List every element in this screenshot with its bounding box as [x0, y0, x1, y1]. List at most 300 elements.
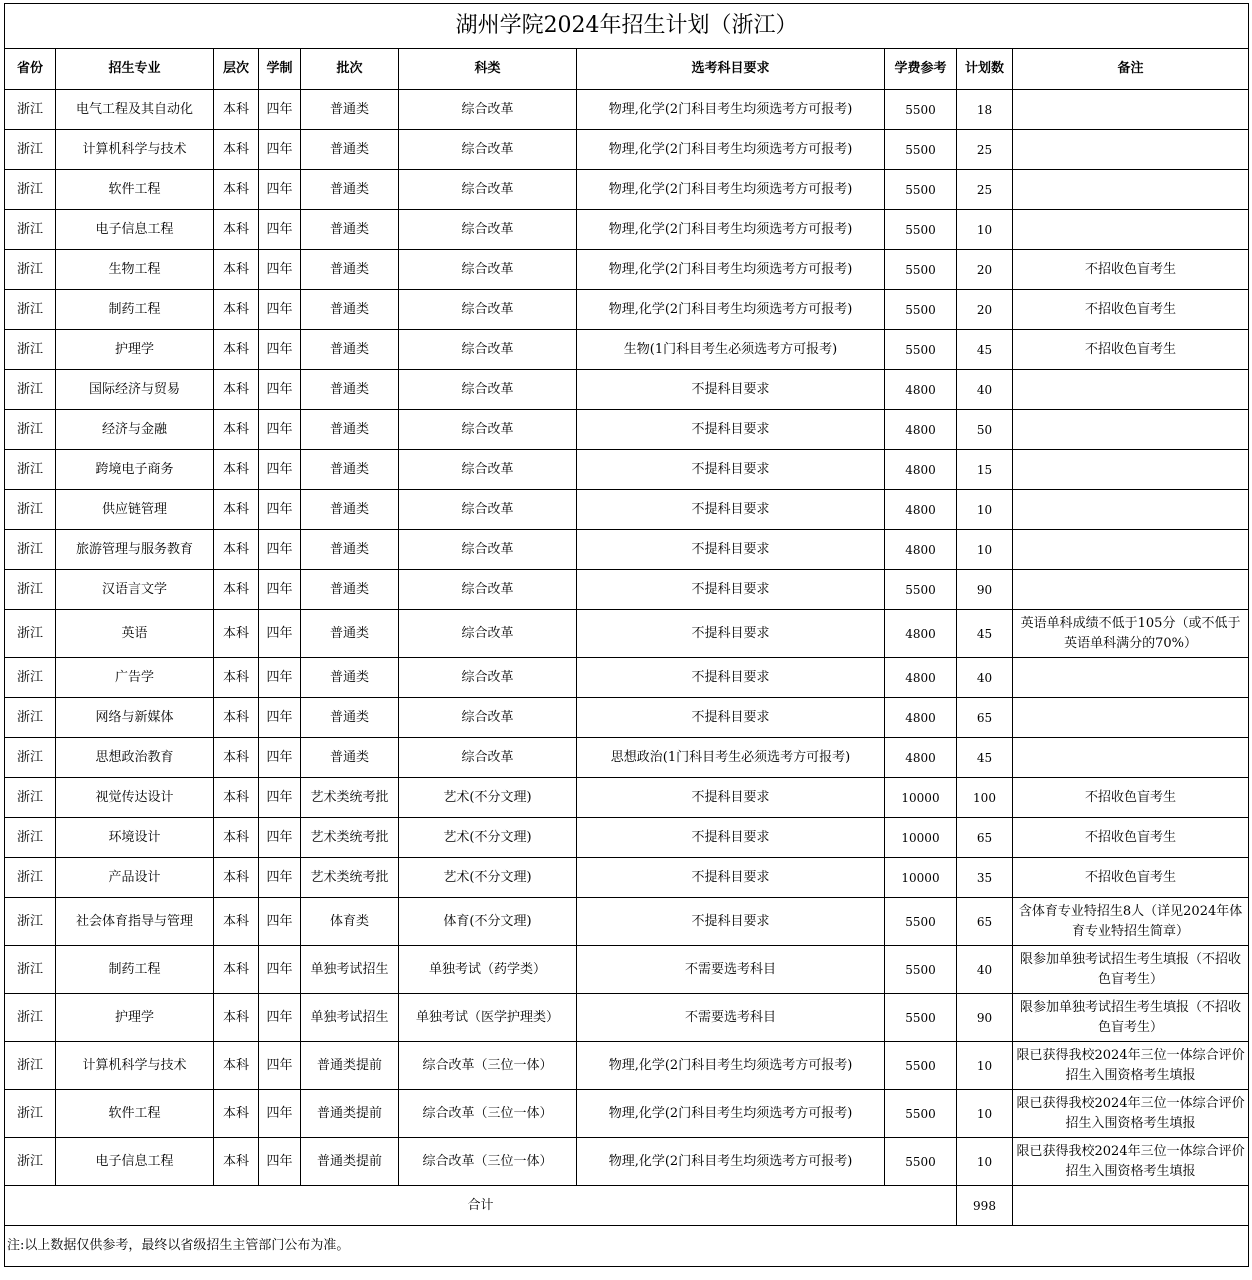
cell-province: 浙江: [5, 898, 56, 946]
cell-major: 供应链管理: [56, 490, 214, 530]
cell-note: 不招收色盲考生: [1013, 290, 1249, 330]
cell-level: 本科: [214, 90, 259, 130]
cell-requirement: 物理,化学(2门科目考生均须选考方可报考): [577, 290, 885, 330]
cell-fee: 5500: [885, 330, 957, 370]
table-row: [5, 778, 1249, 818]
cell-years: 四年: [259, 946, 301, 994]
cell-fee: 5500: [885, 1090, 957, 1138]
cell-years: 四年: [259, 898, 301, 946]
cell-plan: 50: [957, 410, 1013, 450]
cell-category: 综合改革: [399, 570, 577, 610]
cell-category: 艺术(不分文理): [399, 818, 577, 858]
cell-note: [1013, 370, 1249, 410]
table-row: [5, 450, 1249, 490]
cell-years: 四年: [259, 490, 301, 530]
cell-requirement: 不提科目要求: [577, 530, 885, 570]
table-row: [5, 658, 1249, 698]
cell-requirement: 不提科目要求: [577, 698, 885, 738]
cell-province: 浙江: [5, 1138, 56, 1186]
cell-province: 浙江: [5, 1090, 56, 1138]
cell-requirement: 物理,化学(2门科目考生均须选考方可报考): [577, 250, 885, 290]
cell-province: 浙江: [5, 858, 56, 898]
cell-province: 浙江: [5, 1042, 56, 1090]
cell-fee: 5500: [885, 210, 957, 250]
cell-requirement: 不提科目要求: [577, 490, 885, 530]
cell-fee: 5500: [885, 994, 957, 1042]
cell-category: 综合改革: [399, 698, 577, 738]
cell-level: 本科: [214, 698, 259, 738]
cell-category: 艺术(不分文理): [399, 778, 577, 818]
cell-level: 本科: [214, 210, 259, 250]
cell-batch: 普通类提前: [301, 1042, 399, 1090]
cell-category: 综合改革: [399, 410, 577, 450]
cell-batch: 普通类: [301, 450, 399, 490]
header-level: 层次: [214, 49, 259, 90]
cell-batch: 普通类: [301, 170, 399, 210]
cell-level: 本科: [214, 250, 259, 290]
cell-batch: 艺术类统考批: [301, 818, 399, 858]
cell-plan: 10: [957, 490, 1013, 530]
enrollment-plan-sheet: [4, 3, 1248, 1267]
cell-province: 浙江: [5, 778, 56, 818]
cell-major: 国际经济与贸易: [56, 370, 214, 410]
table-row: [5, 90, 1249, 130]
cell-note: 不招收色盲考生: [1013, 330, 1249, 370]
cell-level: 本科: [214, 658, 259, 698]
table-row: [5, 250, 1249, 290]
cell-note: [1013, 410, 1249, 450]
cell-major: 产品设计: [56, 858, 214, 898]
cell-fee: 10000: [885, 858, 957, 898]
cell-level: 本科: [214, 130, 259, 170]
cell-batch: 普通类: [301, 738, 399, 778]
cell-requirement: 不提科目要求: [577, 858, 885, 898]
cell-note: [1013, 738, 1249, 778]
cell-requirement: 生物(1门科目考生必须选考方可报考): [577, 330, 885, 370]
cell-province: 浙江: [5, 738, 56, 778]
cell-category: 单独考试（医学护理类）: [399, 994, 577, 1042]
cell-batch: 普通类: [301, 410, 399, 450]
cell-note: [1013, 698, 1249, 738]
cell-major: 计算机科学与技术: [56, 1042, 214, 1090]
cell-years: 四年: [259, 370, 301, 410]
cell-major: 软件工程: [56, 1090, 214, 1138]
cell-note: 不招收色盲考生: [1013, 250, 1249, 290]
cell-level: 本科: [214, 1042, 259, 1090]
cell-years: 四年: [259, 610, 301, 658]
cell-fee: 5500: [885, 898, 957, 946]
cell-plan: 10: [957, 1042, 1013, 1090]
cell-plan: 15: [957, 450, 1013, 490]
enrollment-table: [4, 3, 1249, 1267]
cell-batch: 普通类提前: [301, 1138, 399, 1186]
total-value: 998: [957, 1186, 1013, 1226]
cell-major: 生物工程: [56, 250, 214, 290]
cell-province: 浙江: [5, 698, 56, 738]
table-row: [5, 290, 1249, 330]
table-row: [5, 170, 1249, 210]
cell-plan: 90: [957, 570, 1013, 610]
total-label: 合计: [5, 1186, 957, 1226]
cell-level: 本科: [214, 1138, 259, 1186]
cell-category: 综合改革: [399, 738, 577, 778]
cell-note: 限已获得我校2024年三位一体综合评价招生入围资格考生填报: [1013, 1138, 1249, 1186]
cell-plan: 40: [957, 370, 1013, 410]
cell-province: 浙江: [5, 330, 56, 370]
cell-note: 英语单科成绩不低于105分（或不低于英语单科满分的70%）: [1013, 610, 1249, 658]
table-row: [5, 530, 1249, 570]
cell-years: 四年: [259, 130, 301, 170]
cell-fee: 4800: [885, 370, 957, 410]
cell-note: 不招收色盲考生: [1013, 778, 1249, 818]
cell-major: 软件工程: [56, 170, 214, 210]
cell-requirement: 物理,化学(2门科目考生均须选考方可报考): [577, 130, 885, 170]
cell-plan: 18: [957, 90, 1013, 130]
cell-major: 制药工程: [56, 290, 214, 330]
cell-fee: 5500: [885, 90, 957, 130]
cell-note: 限已获得我校2024年三位一体综合评价招生入围资格考生填报: [1013, 1090, 1249, 1138]
cell-level: 本科: [214, 898, 259, 946]
cell-batch: 普通类提前: [301, 1090, 399, 1138]
cell-major: 网络与新媒体: [56, 698, 214, 738]
cell-level: 本科: [214, 490, 259, 530]
table-row: [5, 698, 1249, 738]
cell-note: [1013, 490, 1249, 530]
cell-level: 本科: [214, 410, 259, 450]
cell-requirement: 不提科目要求: [577, 658, 885, 698]
cell-major: 旅游管理与服务教育: [56, 530, 214, 570]
cell-level: 本科: [214, 738, 259, 778]
cell-category: 综合改革: [399, 250, 577, 290]
cell-years: 四年: [259, 90, 301, 130]
table-row: [5, 410, 1249, 450]
cell-major: 环境设计: [56, 818, 214, 858]
cell-requirement: 物理,化学(2门科目考生均须选考方可报考): [577, 170, 885, 210]
cell-fee: 5500: [885, 570, 957, 610]
cell-requirement: 物理,化学(2门科目考生均须选考方可报考): [577, 90, 885, 130]
cell-batch: 普通类: [301, 90, 399, 130]
cell-province: 浙江: [5, 410, 56, 450]
header-years: 学制: [259, 49, 301, 90]
table-row: [5, 1138, 1249, 1186]
cell-major: 电子信息工程: [56, 1138, 214, 1186]
cell-years: 四年: [259, 330, 301, 370]
cell-category: 艺术(不分文理): [399, 858, 577, 898]
cell-batch: 普通类: [301, 610, 399, 658]
cell-level: 本科: [214, 450, 259, 490]
cell-major: 护理学: [56, 994, 214, 1042]
table-row: [5, 1042, 1249, 1090]
cell-province: 浙江: [5, 994, 56, 1042]
cell-batch: 普通类: [301, 490, 399, 530]
cell-province: 浙江: [5, 610, 56, 658]
cell-province: 浙江: [5, 250, 56, 290]
cell-requirement: 不提科目要求: [577, 370, 885, 410]
table-row: [5, 818, 1249, 858]
cell-fee: 4800: [885, 410, 957, 450]
cell-level: 本科: [214, 570, 259, 610]
cell-requirement: 不提科目要求: [577, 450, 885, 490]
cell-level: 本科: [214, 1090, 259, 1138]
cell-note: [1013, 90, 1249, 130]
cell-years: 四年: [259, 658, 301, 698]
cell-fee: 4800: [885, 530, 957, 570]
cell-province: 浙江: [5, 290, 56, 330]
cell-note: 不招收色盲考生: [1013, 818, 1249, 858]
cell-fee: 5500: [885, 946, 957, 994]
cell-category: 综合改革: [399, 330, 577, 370]
cell-plan: 40: [957, 658, 1013, 698]
cell-years: 四年: [259, 778, 301, 818]
cell-years: 四年: [259, 1042, 301, 1090]
cell-category: 综合改革（三位一体）: [399, 1042, 577, 1090]
cell-batch: 普通类: [301, 210, 399, 250]
cell-level: 本科: [214, 370, 259, 410]
cell-years: 四年: [259, 1090, 301, 1138]
cell-requirement: 不提科目要求: [577, 610, 885, 658]
cell-fee: 10000: [885, 818, 957, 858]
cell-batch: 艺术类统考批: [301, 858, 399, 898]
cell-level: 本科: [214, 170, 259, 210]
cell-plan: 40: [957, 946, 1013, 994]
header-plan: 计划数: [957, 49, 1013, 90]
cell-plan: 25: [957, 130, 1013, 170]
cell-major: 汉语言文学: [56, 570, 214, 610]
cell-requirement: 不需要选考科目: [577, 994, 885, 1042]
cell-category: 综合改革: [399, 450, 577, 490]
cell-province: 浙江: [5, 530, 56, 570]
cell-requirement: 不需要选考科目: [577, 946, 885, 994]
cell-note: 限已获得我校2024年三位一体综合评价招生入围资格考生填报: [1013, 1042, 1249, 1090]
cell-note: [1013, 658, 1249, 698]
cell-level: 本科: [214, 858, 259, 898]
cell-note: [1013, 210, 1249, 250]
cell-category: 综合改革: [399, 130, 577, 170]
cell-requirement: 不提科目要求: [577, 410, 885, 450]
cell-province: 浙江: [5, 946, 56, 994]
cell-batch: 体育类: [301, 898, 399, 946]
table-row: [5, 210, 1249, 250]
cell-years: 四年: [259, 698, 301, 738]
cell-category: 综合改革（三位一体）: [399, 1090, 577, 1138]
cell-fee: 5500: [885, 250, 957, 290]
footnote-row: [5, 1226, 1249, 1267]
cell-requirement: 物理,化学(2门科目考生均须选考方可报考): [577, 210, 885, 250]
table-row: [5, 994, 1249, 1042]
cell-requirement: 不提科目要求: [577, 818, 885, 858]
cell-plan: 45: [957, 330, 1013, 370]
cell-category: 综合改革: [399, 658, 577, 698]
cell-plan: 10: [957, 1090, 1013, 1138]
cell-province: 浙江: [5, 818, 56, 858]
cell-batch: 普通类: [301, 330, 399, 370]
cell-level: 本科: [214, 530, 259, 570]
cell-years: 四年: [259, 738, 301, 778]
cell-batch: 普通类: [301, 250, 399, 290]
cell-batch: 普通类: [301, 130, 399, 170]
cell-batch: 艺术类统考批: [301, 778, 399, 818]
table-row: [5, 610, 1249, 658]
cell-note: [1013, 530, 1249, 570]
cell-plan: 65: [957, 818, 1013, 858]
cell-years: 四年: [259, 994, 301, 1042]
cell-category: 综合改革: [399, 610, 577, 658]
cell-level: 本科: [214, 946, 259, 994]
cell-fee: 4800: [885, 698, 957, 738]
table-row: [5, 330, 1249, 370]
table-row: [5, 370, 1249, 410]
cell-plan: 90: [957, 994, 1013, 1042]
cell-major: 电气工程及其自动化: [56, 90, 214, 130]
cell-province: 浙江: [5, 658, 56, 698]
cell-note: [1013, 170, 1249, 210]
table-row: [5, 1090, 1249, 1138]
cell-requirement: 物理,化学(2门科目考生均须选考方可报考): [577, 1042, 885, 1090]
table-row: [5, 858, 1249, 898]
table-row: [5, 570, 1249, 610]
cell-fee: 5500: [885, 170, 957, 210]
table-row: [5, 490, 1249, 530]
cell-note: 含体育专业特招生8人（详见2024年体育专业特招生简章）: [1013, 898, 1249, 946]
cell-province: 浙江: [5, 210, 56, 250]
footnote: 注:以上数据仅供参考，最终以省级招生主管部门公布为准。: [5, 1226, 1249, 1267]
header-major: 招生专业: [56, 49, 214, 90]
cell-requirement: 不提科目要求: [577, 778, 885, 818]
cell-plan: 20: [957, 250, 1013, 290]
cell-plan: 10: [957, 530, 1013, 570]
cell-category: 综合改革: [399, 210, 577, 250]
cell-major: 广告学: [56, 658, 214, 698]
cell-years: 四年: [259, 450, 301, 490]
cell-batch: 普通类: [301, 698, 399, 738]
cell-plan: 65: [957, 698, 1013, 738]
cell-years: 四年: [259, 290, 301, 330]
cell-category: 综合改革: [399, 490, 577, 530]
cell-fee: 10000: [885, 778, 957, 818]
cell-level: 本科: [214, 818, 259, 858]
cell-years: 四年: [259, 818, 301, 858]
table-row: [5, 898, 1249, 946]
header-category: 科类: [399, 49, 577, 90]
cell-category: 综合改革: [399, 530, 577, 570]
cell-province: 浙江: [5, 450, 56, 490]
cell-fee: 5500: [885, 1042, 957, 1090]
cell-fee: 4800: [885, 450, 957, 490]
cell-category: 综合改革: [399, 170, 577, 210]
cell-note: 限参加单独考试招生考生填报（不招收色盲考生）: [1013, 946, 1249, 994]
table-row: [5, 130, 1249, 170]
cell-note: 不招收色盲考生: [1013, 858, 1249, 898]
cell-province: 浙江: [5, 570, 56, 610]
table-body: [5, 90, 1249, 1186]
cell-requirement: 不提科目要求: [577, 898, 885, 946]
cell-batch: 普通类: [301, 570, 399, 610]
cell-years: 四年: [259, 570, 301, 610]
cell-years: 四年: [259, 1138, 301, 1186]
cell-major: 思想政治教育: [56, 738, 214, 778]
cell-major: 护理学: [56, 330, 214, 370]
cell-requirement: 思想政治(1门科目考生必须选考方可报考): [577, 738, 885, 778]
cell-years: 四年: [259, 170, 301, 210]
cell-fee: 4800: [885, 658, 957, 698]
cell-plan: 10: [957, 210, 1013, 250]
table-row: [5, 738, 1249, 778]
cell-category: 体育(不分文理): [399, 898, 577, 946]
cell-plan: 25: [957, 170, 1013, 210]
table-row: [5, 946, 1249, 994]
cell-fee: 5500: [885, 290, 957, 330]
header-note: 备注: [1013, 49, 1249, 90]
cell-major: 制药工程: [56, 946, 214, 994]
cell-level: 本科: [214, 330, 259, 370]
cell-category: 综合改革（三位一体）: [399, 1138, 577, 1186]
cell-requirement: 物理,化学(2门科目考生均须选考方可报考): [577, 1090, 885, 1138]
header-province: 省份: [5, 49, 56, 90]
cell-note: [1013, 130, 1249, 170]
header-batch: 批次: [301, 49, 399, 90]
cell-requirement: 不提科目要求: [577, 570, 885, 610]
cell-plan: 100: [957, 778, 1013, 818]
cell-plan: 45: [957, 610, 1013, 658]
header-fee: 学费参考: [885, 49, 957, 90]
cell-batch: 普通类: [301, 290, 399, 330]
total-row: [5, 1186, 1249, 1226]
cell-major: 计算机科学与技术: [56, 130, 214, 170]
cell-plan: 20: [957, 290, 1013, 330]
cell-fee: 4800: [885, 610, 957, 658]
cell-major: 视觉传达设计: [56, 778, 214, 818]
cell-years: 四年: [259, 250, 301, 290]
cell-batch: 单独考试招生: [301, 994, 399, 1042]
cell-province: 浙江: [5, 130, 56, 170]
cell-plan: 35: [957, 858, 1013, 898]
cell-years: 四年: [259, 858, 301, 898]
cell-batch: 普通类: [301, 370, 399, 410]
cell-category: 单独考试（药学类）: [399, 946, 577, 994]
cell-province: 浙江: [5, 90, 56, 130]
cell-requirement: 物理,化学(2门科目考生均须选考方可报考): [577, 1138, 885, 1186]
cell-plan: 45: [957, 738, 1013, 778]
cell-plan: 10: [957, 1138, 1013, 1186]
cell-province: 浙江: [5, 170, 56, 210]
cell-fee: 5500: [885, 130, 957, 170]
cell-fee: 4800: [885, 738, 957, 778]
cell-years: 四年: [259, 530, 301, 570]
cell-batch: 单独考试招生: [301, 946, 399, 994]
cell-province: 浙江: [5, 490, 56, 530]
cell-category: 综合改革: [399, 370, 577, 410]
cell-plan: 65: [957, 898, 1013, 946]
page-title: 湖州学院2024年招生计划（浙江）: [5, 4, 1249, 49]
cell-category: 综合改革: [399, 90, 577, 130]
cell-level: 本科: [214, 610, 259, 658]
header-row: [5, 49, 1249, 90]
cell-fee: 4800: [885, 490, 957, 530]
total-note-empty: [1013, 1186, 1249, 1226]
cell-batch: 普通类: [301, 658, 399, 698]
cell-major: 社会体育指导与管理: [56, 898, 214, 946]
cell-years: 四年: [259, 410, 301, 450]
cell-years: 四年: [259, 210, 301, 250]
cell-fee: 5500: [885, 1138, 957, 1186]
cell-province: 浙江: [5, 370, 56, 410]
header-requirement: 选考科目要求: [577, 49, 885, 90]
cell-major: 电子信息工程: [56, 210, 214, 250]
cell-major: 英语: [56, 610, 214, 658]
cell-level: 本科: [214, 778, 259, 818]
cell-level: 本科: [214, 994, 259, 1042]
cell-major: 经济与金融: [56, 410, 214, 450]
